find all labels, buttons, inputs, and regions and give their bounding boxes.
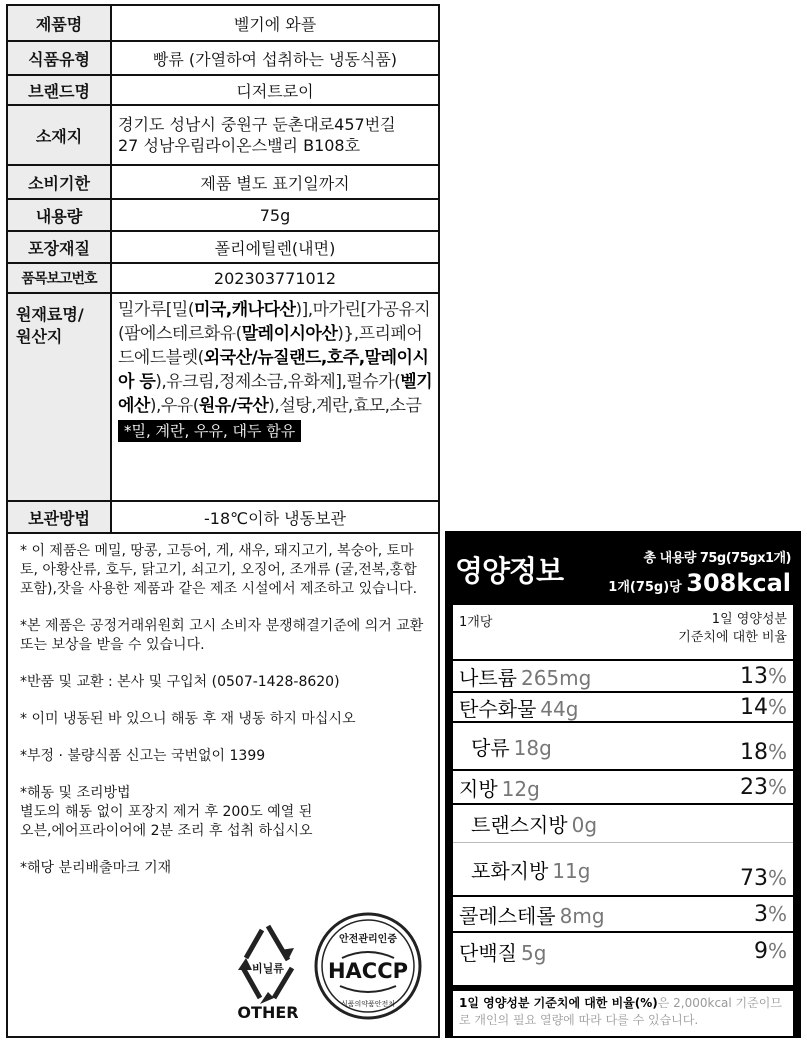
nutrient-percent <box>740 664 787 689</box>
nutrient-percent-value: 73 <box>739 866 768 891</box>
nutrition-kcal-line <box>608 569 791 597</box>
ing-part-5: ),우유( <box>149 396 199 416</box>
nutrient-label <box>459 773 540 802</box>
recycle-inner-label: 비닐류 <box>252 962 284 975</box>
ing-origin-2: 말레이시아산 <box>241 324 338 344</box>
nutrition-row <box>453 723 793 771</box>
nutrient-percent-value: 9 <box>753 938 768 964</box>
address-line-1: 경기도 성남시 중원구 둔촌대로457번길 <box>118 115 396 134</box>
note-refreeze: * 이미 냉동된 바 있으니 해동 후 재 냉동 하지 마십시오 <box>20 711 356 727</box>
label-expiry: 소비기한 <box>8 166 112 198</box>
value-brand: 디저트로이 <box>236 81 314 101</box>
nutrition-reference-line-2: 기준치에 대한 비율 <box>678 630 787 645</box>
nutrient-percent <box>740 740 787 769</box>
nutrition-row <box>453 897 793 933</box>
row-packaging <box>8 232 438 264</box>
nutrition-table <box>453 605 793 985</box>
note-compensation: *본 제품은 공정거래위원회 고시 소비자 분쟁해결기준에 의거 교환 또는 보상을 받을 수 있습니다. <box>20 618 424 653</box>
nutrition-row <box>453 661 793 693</box>
value-storage: -18℃이하 냉동보관 <box>204 508 346 528</box>
nutrition-title: 영양정보 <box>455 554 564 588</box>
ing-origin-5: 원유/국산 <box>198 396 269 416</box>
nutrition-footnote <box>453 991 793 1036</box>
nutrient-amount: 11g <box>552 858 591 883</box>
nutrient-percent-value: 23 <box>739 774 768 800</box>
nutrient-percent-value: 3 <box>753 901 768 927</box>
row-report-number <box>8 264 438 294</box>
row-net-weight <box>8 200 438 232</box>
haccp-seal-icon <box>312 910 424 1022</box>
percent-unit: % <box>767 866 787 890</box>
ing-origin-4: 벨기에산 <box>118 372 433 416</box>
value-report-number: 202303771012 <box>213 268 337 288</box>
address-line-2: 27 성남우림라이온스밸리 B108호 <box>118 136 361 155</box>
value-address <box>112 106 438 164</box>
note-report: *부정 · 불량식품 신고는 국번없이 1399 <box>20 748 266 764</box>
ing-part-4: ),유크림,정제소금,유화제],펄슈가( <box>155 372 401 392</box>
haccp-bottom-label: 식품의약품안전처 <box>340 1000 396 1008</box>
label-brand: 브랜드명 <box>8 76 112 104</box>
row-expiry <box>8 166 438 200</box>
nutrition-row <box>453 933 793 969</box>
nutrient-amount: 0g <box>571 813 598 837</box>
nutrition-row <box>453 843 793 897</box>
nutrient-name: 나트륨 <box>459 665 517 690</box>
nutrient-amount: 265mg <box>520 665 592 690</box>
nutrient-name: 트랜스지방 <box>471 813 568 837</box>
note-cooking-line-2: 별도의 해동 없이 포장지 제거 후 200도 예열 된 <box>20 804 313 820</box>
value-packaging: 폴리에틸렌(내면) <box>214 238 336 258</box>
nutrient-label <box>459 693 578 722</box>
percent-unit: % <box>767 694 787 719</box>
nutrient-label <box>471 809 597 838</box>
nutrient-name: 지방 <box>459 776 498 801</box>
nutrient-label <box>459 937 546 966</box>
nutrient-name: 단백질 <box>459 940 517 965</box>
label-ingredients <box>8 294 112 500</box>
note-cooking <box>20 784 430 841</box>
percent-unit: % <box>767 901 787 926</box>
nutrition-footnote-bold: 1일 영양성분 기준치에 대한 비율(%) <box>459 996 658 1010</box>
nutrition-row <box>453 771 793 805</box>
ing-part-1: 밀가루[밀( <box>118 300 194 320</box>
notes-box <box>6 530 440 1038</box>
row-brand <box>8 76 438 106</box>
nutrient-percent <box>740 775 787 800</box>
recycle-other-label: OTHER <box>237 1003 299 1020</box>
label-food-type: 식품유형 <box>8 42 112 74</box>
nutrient-percent <box>754 902 787 927</box>
value-ingredients <box>112 294 438 500</box>
percent-unit: % <box>767 774 787 799</box>
nutrient-name: 콜레스테롤 <box>459 903 556 928</box>
nutrient-percent <box>740 866 787 895</box>
value-expiry: 제품 별도 표기일까지 <box>200 173 350 193</box>
nutrition-reference <box>678 611 787 659</box>
ing-origin-3: 외국산/뉴질랜드,호주,말레이시아 등 <box>118 348 429 392</box>
nutrient-name: 탄수화물 <box>459 696 537 721</box>
ing-part-3: )},프리페어드에드블렛( <box>118 324 423 368</box>
nutrition-reference-line-1: 1일 영양성분 <box>711 612 787 627</box>
nutrient-label <box>459 662 591 691</box>
percent-unit: % <box>767 740 787 764</box>
row-product-name <box>8 6 438 42</box>
nutrient-name: 당류 <box>471 735 510 760</box>
note-recycle: *해당 분리배출마크 기재 <box>20 860 172 876</box>
nutrient-percent-value: 13 <box>739 663 768 689</box>
allergen-badge: *밀, 계란, 우유, 대두 함유 <box>118 420 301 442</box>
label-net-weight: 내용량 <box>8 200 112 230</box>
label-packaging: 포장재질 <box>8 232 112 262</box>
nutrition-total-content: 총 내용량 75g(75gx1개) <box>643 551 791 566</box>
value-product-name: 벨기에 와플 <box>233 14 317 34</box>
note-cooking-line-1: *해동 및 조리방법 <box>20 785 131 801</box>
label-product-name: 제품명 <box>8 6 112 40</box>
ing-origin-1: 미국,캐나다산 <box>193 300 296 320</box>
note-allergen-facility: * 이 제품은 메밀, 땅콩, 고등어, 게, 새우, 돼지고기, 복숭아, 토마토, 아황산류, 호두, 닭고기, 쇠고기, 오징어, 조개류 (굴,전복,홍합 포함),잣을 사용한 제품과 같은 제조 시설에서 제조하고 있습니다. <box>20 543 418 597</box>
nutrient-label <box>471 855 590 884</box>
nutrition-footnote-rest: 은 2,000kcal 기준이므로 개인의 필요 열량에 따라 다를 수 있습니다. <box>459 996 782 1027</box>
nutrient-percent <box>754 939 787 964</box>
nutrient-name: 포화지방 <box>471 858 549 883</box>
nutrition-basis: 1개당 <box>459 615 493 630</box>
nutrient-amount: 44g <box>540 696 579 721</box>
nutrition-kcal: 308kcal <box>686 569 791 597</box>
recycle-mark-icon <box>230 920 306 1020</box>
percent-unit: % <box>767 938 787 963</box>
label-address: 소재지 <box>8 106 112 164</box>
nutrition-panel <box>445 531 801 1038</box>
ing-part-2: )],마가린[가공유지(팜에스테르화유( <box>118 300 431 344</box>
row-ingredients <box>8 294 438 502</box>
note-cooking-line-3: 오븐,에어프라이어에 2분 조리 후 섭취 하십시오 <box>20 823 313 839</box>
ing-part-6: ),설탕,계란,효모,소금 <box>268 396 422 416</box>
nutrient-label <box>471 732 552 761</box>
row-storage <box>8 502 438 532</box>
ingredients-label-line-1: 원재료명/ <box>16 305 84 324</box>
row-address <box>8 106 438 166</box>
ingredients-label-line-2: 원산지 <box>16 327 63 346</box>
label-report-number: 품목보고번호 <box>8 264 112 292</box>
nutrition-row <box>453 805 793 843</box>
nutrient-amount: 5g <box>520 940 547 965</box>
nutrition-rows <box>453 661 793 969</box>
product-info-table <box>6 4 440 534</box>
haccp-top-label: 안전관리인증 <box>339 934 397 945</box>
nutrition-row <box>453 693 793 723</box>
haccp-main-label: HACCP <box>327 959 409 983</box>
nutrient-percent <box>740 695 787 720</box>
row-food-type <box>8 42 438 76</box>
nutrient-amount: 18g <box>513 735 552 760</box>
nutrition-table-header <box>453 605 793 661</box>
nutrition-per-serving: 1개(75g)당 <box>608 580 682 595</box>
nutrient-amount: 12g <box>501 776 540 801</box>
nutrient-percent-value: 14 <box>739 694 768 720</box>
label-storage: 보관방법 <box>8 502 112 532</box>
ingredients-text <box>118 298 434 418</box>
nutrient-amount: 8mg <box>559 903 605 928</box>
nutrient-label <box>459 900 605 929</box>
percent-unit: % <box>767 663 787 688</box>
nutrition-header <box>453 539 793 605</box>
note-returns: *반품 및 교환 : 본사 및 구입처 (0507-1428-8620) <box>20 674 340 690</box>
nutrient-percent-value: 18 <box>739 740 768 765</box>
value-net-weight: 75g <box>259 205 291 225</box>
value-food-type: 빵류 (가열하여 섭취하는 냉동식품) <box>152 49 398 69</box>
